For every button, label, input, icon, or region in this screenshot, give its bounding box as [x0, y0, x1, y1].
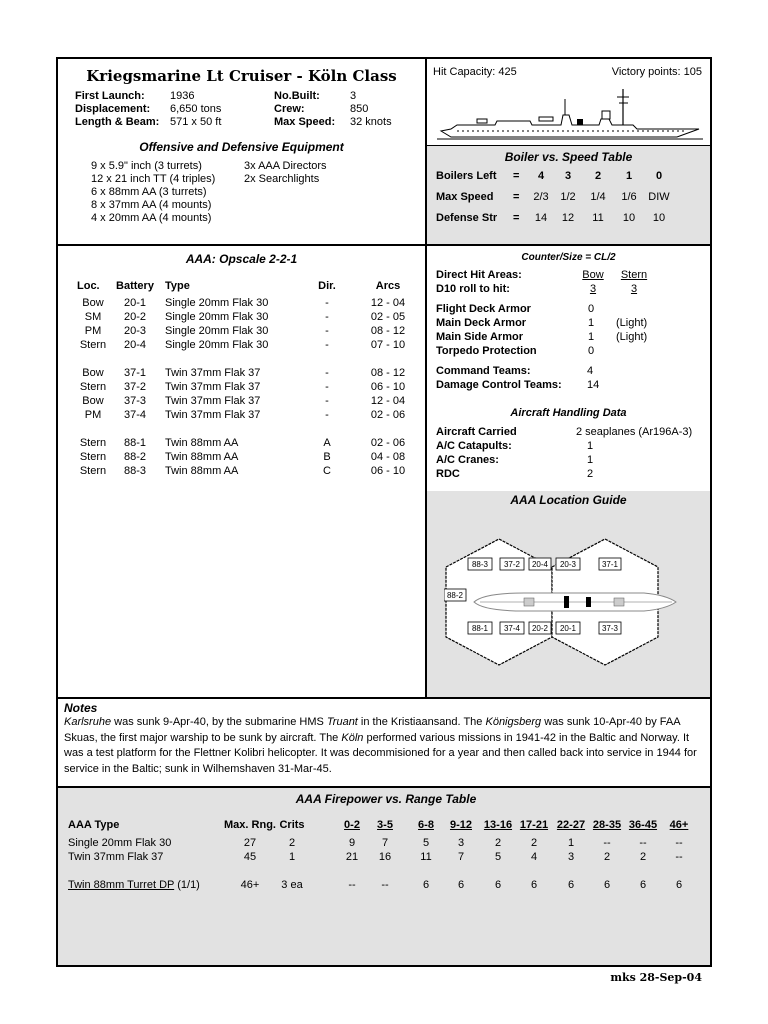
boiler-value: 1/4 [590, 191, 606, 203]
armor-label: Flight Deck Armor [436, 303, 531, 315]
ship-profile-image [437, 85, 703, 145]
fp-value: 7 [457, 851, 465, 863]
boiler-row-label: Defense Str [436, 212, 498, 224]
fp-value: -- [675, 851, 683, 863]
aircraft-title: Aircraft Handling Data [510, 407, 627, 419]
equipment-item: 12 x 21 inch TT (4 triples) [91, 173, 216, 185]
spec-label: Length & Beam: [75, 116, 160, 128]
aaa-cell: 37-1 [123, 367, 147, 379]
fp-value: 1 [567, 837, 575, 849]
team-value: 4 [587, 365, 594, 377]
aaa-cell: PM [84, 325, 102, 337]
armor-note: (Light) [616, 331, 648, 343]
spec-value: 850 [350, 103, 369, 115]
armor-label: Main Side Armor [436, 331, 523, 343]
fp-type [68, 879, 200, 891]
hit-roll: 3 [589, 283, 597, 295]
team-label: Damage Control Teams: [436, 379, 562, 391]
armor-note: (Light) [616, 317, 648, 329]
aaa-cell: 37-2 [123, 381, 147, 393]
boiler-value: 1/2 [560, 191, 576, 203]
boiler-row-label: Boilers Left [436, 170, 497, 182]
spec-value: 1936 [170, 90, 195, 102]
spec-label: Displacement: [75, 103, 151, 115]
fp-value: 3 [457, 837, 465, 849]
firepower-title: AAA Firepower vs. Range Table [295, 792, 477, 806]
fp-value: 5 [494, 851, 502, 863]
boiler-value: 2/3 [533, 191, 549, 203]
equipment-item: 6 x 88mm AA (3 turrets) [91, 186, 207, 198]
aaa-cell: Single 20mm Flak 30 [165, 297, 269, 309]
fp-range-header: 0-2 [344, 819, 360, 831]
aaa-cell: A [323, 437, 331, 449]
notes-ship-name: Köln [341, 731, 364, 744]
aaa-cell: 88-3 [123, 465, 147, 477]
aaa-cell: 12 - 04 [370, 297, 406, 309]
armor-value: 0 [588, 345, 595, 357]
divider-notes [58, 697, 710, 699]
boiler-eq: = [513, 191, 520, 203]
fp-range-header: 46+ [669, 819, 689, 831]
aaa-cell: Twin 88mm AA [165, 465, 239, 477]
fp-value: -- [381, 879, 389, 891]
aaa-cell: 02 - 06 [370, 437, 406, 449]
aaa-cell: - [325, 409, 329, 421]
aaa-cell: - [325, 311, 329, 323]
fp-range-header: 36-45 [628, 819, 658, 831]
fp-crits: 3 ea [281, 879, 303, 891]
aaa-cell: Twin 88mm AA [165, 451, 239, 463]
notes-ship-name: Karlsruhe [64, 716, 112, 728]
hit-roll: 3 [630, 283, 638, 295]
aaa-location-label: 20-1 [559, 624, 577, 633]
fp-value: 6 [639, 879, 647, 891]
equipment-item: 4 x 20mm AA (4 mounts) [91, 212, 212, 224]
fp-range-header: 9-12 [449, 819, 473, 831]
notes-title: Notes [64, 701, 98, 715]
fp-header: Crits [279, 819, 305, 831]
boiler-value: 14 [534, 212, 548, 224]
aircraft-value: 2 [587, 468, 594, 480]
aaa-cell: 20-1 [123, 297, 147, 309]
spec-label: Crew: [274, 103, 305, 115]
fp-value: 6 [603, 879, 611, 891]
fp-range-header: 28-35 [592, 819, 622, 831]
boiler-value: 1/6 [621, 191, 637, 203]
fp-max-range: 46+ [240, 879, 260, 891]
victory-points: Victory points: 105 [611, 66, 702, 78]
fp-value: 16 [378, 851, 392, 863]
notes-text [64, 715, 706, 777]
aaa-cell: Stern [79, 381, 107, 393]
aaa-cell: - [325, 367, 329, 379]
aaa-location-label: 37-2 [503, 560, 521, 569]
equipment-title: Offensive and Defensive Equipment [139, 140, 344, 154]
aaa-cell: Twin 37mm Flak 37 [165, 395, 261, 407]
aaa-location-label: 88-2 [446, 591, 464, 600]
aaa-cell: 06 - 10 [370, 381, 406, 393]
fp-value: 2 [603, 851, 611, 863]
boiler-row-label: Max Speed [436, 191, 494, 203]
aaa-cell: 88-2 [123, 451, 147, 463]
aaa-cell: 20-4 [123, 339, 147, 351]
aaa-location-label: 37-3 [601, 624, 619, 633]
fp-value: 6 [675, 879, 683, 891]
aaa-header: Arcs [375, 280, 401, 292]
fp-value: 6 [567, 879, 575, 891]
fp-type-name: Twin 37mm Flak 37 [68, 851, 164, 863]
fp-value: 6 [530, 879, 538, 891]
aaa-location-label: 37-4 [503, 624, 521, 633]
aaa-cell: - [325, 325, 329, 337]
fp-value: 2 [639, 851, 647, 863]
aaa-cell: 02 - 06 [370, 409, 406, 421]
aaa-cell: 02 - 05 [370, 311, 406, 323]
aaa-cell: 88-1 [123, 437, 147, 449]
counter-size: Counter/Size = CL/2 [521, 252, 616, 263]
boiler-value: 10 [652, 212, 666, 224]
fp-range-header: 13-16 [483, 819, 513, 831]
aaa-location-diagram [444, 535, 694, 669]
divider-header [58, 244, 710, 246]
aaa-cell: Twin 88mm AA [165, 437, 239, 449]
ship-title: Kriegsmarine Lt Cruiser - Köln Class [86, 67, 397, 85]
boiler-value: 10 [622, 212, 636, 224]
armor-label: Main Deck Armor [436, 317, 527, 329]
spec-label: No.Built: [274, 90, 320, 102]
boiler-value: 4 [537, 170, 545, 182]
equipment-item: 8 x 37mm AA (4 mounts) [91, 199, 212, 211]
equipment-item: 2x Searchlights [244, 173, 320, 185]
fp-type-name: Twin 88mm Turret DP [68, 879, 175, 891]
fp-value: -- [603, 837, 611, 849]
aaa-cell: Bow [82, 297, 104, 309]
notes-segment: in the Kristiaansand. The [357, 716, 486, 728]
boiler-value: 2 [594, 170, 602, 182]
aaa-location-label: 20-4 [531, 560, 549, 569]
boiler-eq: = [513, 170, 520, 182]
equipment-item: 3x AAA Directors [244, 160, 327, 172]
boiler-title: Boiler vs. Speed Table [504, 150, 633, 164]
aaa-cell: Stern [79, 339, 107, 351]
aaa-cell: 12 - 04 [370, 395, 406, 407]
fp-type [68, 851, 163, 863]
notes-segment: was sunk 10-Apr-40 by FAA Skuas, the first major warship to be sunk by aircraft. The [64, 716, 680, 744]
aaa-cell: 37-4 [123, 409, 147, 421]
aaa-cell: 07 - 10 [370, 339, 406, 351]
fp-type-suffix: (1/1) [174, 879, 200, 891]
fp-value: -- [639, 837, 647, 849]
aircraft-value: 1 [587, 440, 594, 452]
fp-value: 5 [422, 837, 430, 849]
hit-area: Bow [582, 269, 604, 281]
fp-value: 21 [345, 851, 359, 863]
fp-value: -- [348, 879, 356, 891]
fp-value: 2 [494, 837, 502, 849]
fp-header: Max. Rng. [224, 819, 276, 831]
aaa-cell: - [325, 297, 329, 309]
aaa-location-label: 88-1 [471, 624, 489, 633]
notes-segment: performed various missions in 1941-42 in the Baltic and Norway. It was a test platform for the Flettner Kolibri helicopter. It was decommisioned for a year and then called back into service in 1944 for service in the Baltic; sunk in Wilhemshaven 31-Mar-45. [64, 731, 697, 775]
boiler-value: DIW [648, 191, 670, 203]
aaa-header: Dir. [318, 280, 336, 292]
fp-crits: 2 [288, 837, 296, 849]
aaa-location-label: 20-2 [531, 624, 549, 633]
aircraft-label: A/C Cranes: [436, 454, 499, 466]
aaa-cell: - [325, 395, 329, 407]
ship-data-sheet [56, 57, 712, 967]
aaa-cell: Single 20mm Flak 30 [165, 339, 269, 351]
aaa-location-label: 20-3 [559, 560, 577, 569]
notes-segment: was sunk 9-Apr-40, by the submarine HMS [111, 716, 327, 728]
boiler-value: 12 [561, 212, 575, 224]
aaa-cell: 20-3 [123, 325, 147, 337]
fp-max-range: 27 [243, 837, 257, 849]
aaa-cell: Twin 37mm Flak 37 [165, 381, 261, 393]
fp-range-header: 6-8 [418, 819, 434, 831]
boiler-value: 3 [564, 170, 572, 182]
notes-ship-name: Königsberg [485, 716, 542, 728]
aaa-title: AAA: Opscale 2-2-1 [185, 252, 298, 266]
aircraft-value: 1 [587, 454, 594, 466]
aaa-cell: B [323, 451, 331, 463]
aaa-header: Type [165, 280, 190, 292]
fp-value: 4 [530, 851, 538, 863]
aaa-cell: - [325, 381, 329, 393]
fp-header: AAA Type [68, 819, 120, 831]
aaa-cell: 20-2 [123, 311, 147, 323]
fp-value: 3 [567, 851, 575, 863]
fp-value: 6 [457, 879, 465, 891]
hit-capacity: Hit Capacity: 425 [433, 66, 517, 78]
spec-value: 6,650 tons [170, 103, 222, 115]
notes-ship-name: Truant [326, 716, 358, 728]
aaa-cell: PM [84, 409, 102, 421]
aaa-cell: Stern [79, 437, 107, 449]
armor-value: 1 [588, 317, 595, 329]
fp-value: 2 [530, 837, 538, 849]
direct-hit-label: Direct Hit Areas: [436, 269, 522, 281]
armor-label: Torpedo Protection [436, 345, 537, 357]
fp-value: 9 [348, 837, 356, 849]
fp-crits: 1 [288, 851, 296, 863]
aaa-cell: SM [84, 311, 102, 323]
aaa-cell: C [323, 465, 331, 477]
spec-label: First Launch: [75, 90, 145, 102]
d10-label: D10 roll to hit: [436, 283, 510, 295]
spec-value: 32 knots [350, 116, 392, 128]
hit-area: Stern [620, 269, 648, 281]
fp-range-header: 17-21 [519, 819, 549, 831]
aaa-cell: Bow [82, 367, 104, 379]
aaa-location-label: 37-1 [601, 560, 619, 569]
fp-range-header: 22-27 [556, 819, 586, 831]
aircraft-label: A/C Catapults: [436, 440, 512, 452]
team-value: 14 [587, 379, 600, 391]
aaa-header: Battery [116, 280, 154, 292]
fp-value: 6 [494, 879, 502, 891]
aaa-cell: Stern [79, 465, 107, 477]
boiler-value: 11 [592, 212, 604, 224]
aaa-cell: 37-3 [123, 395, 147, 407]
boiler-value: 1 [625, 170, 633, 182]
aaa-header: Loc. [77, 280, 100, 292]
armor-value: 0 [588, 303, 595, 315]
fp-type [68, 837, 171, 849]
aircraft-label: Aircraft Carried [436, 426, 517, 438]
aaa-cell: 06 - 10 [370, 465, 406, 477]
spec-value: 571 x 50 ft [170, 116, 222, 128]
spec-label: Max Speed: [274, 116, 336, 128]
aaa-cell: Single 20mm Flak 30 [165, 311, 269, 323]
fp-value: -- [675, 837, 683, 849]
aircraft-value: 2 seaplanes (Ar196A-3) [576, 426, 693, 438]
team-label: Command Teams: [436, 365, 531, 377]
firepower-panel [58, 788, 710, 965]
aaa-cell: Single 20mm Flak 30 [165, 325, 269, 337]
aaa-cell: - [325, 339, 329, 351]
aaa-cell: Bow [82, 395, 104, 407]
armor-value: 1 [588, 331, 595, 343]
aaa-location-label: 88-3 [471, 560, 489, 569]
boiler-value: 0 [655, 170, 663, 182]
aircraft-label: RDC [436, 468, 460, 480]
aaa-cell: Twin 37mm Flak 37 [165, 367, 261, 379]
aaa-cell: 04 - 08 [370, 451, 406, 463]
fp-max-range: 45 [243, 851, 257, 863]
fp-value: 11 [420, 851, 432, 863]
aaa-cell: 08 - 12 [370, 367, 406, 379]
aaa-cell: Stern [79, 451, 107, 463]
location-guide-title: AAA Location Guide [510, 493, 627, 507]
fp-value: 7 [381, 837, 389, 849]
footer-credit: mks 28-Sep-04 [610, 971, 702, 984]
spec-value: 3 [350, 90, 357, 102]
boiler-eq: = [513, 212, 520, 224]
aaa-cell: Twin 37mm Flak 37 [165, 409, 261, 421]
fp-range-header: 3-5 [377, 819, 393, 831]
aaa-cell: 08 - 12 [370, 325, 406, 337]
fp-type-name: Single 20mm Flak 30 [68, 837, 172, 849]
equipment-item: 9 x 5.9" inch (3 turrets) [91, 160, 202, 172]
fp-value: 6 [422, 879, 430, 891]
